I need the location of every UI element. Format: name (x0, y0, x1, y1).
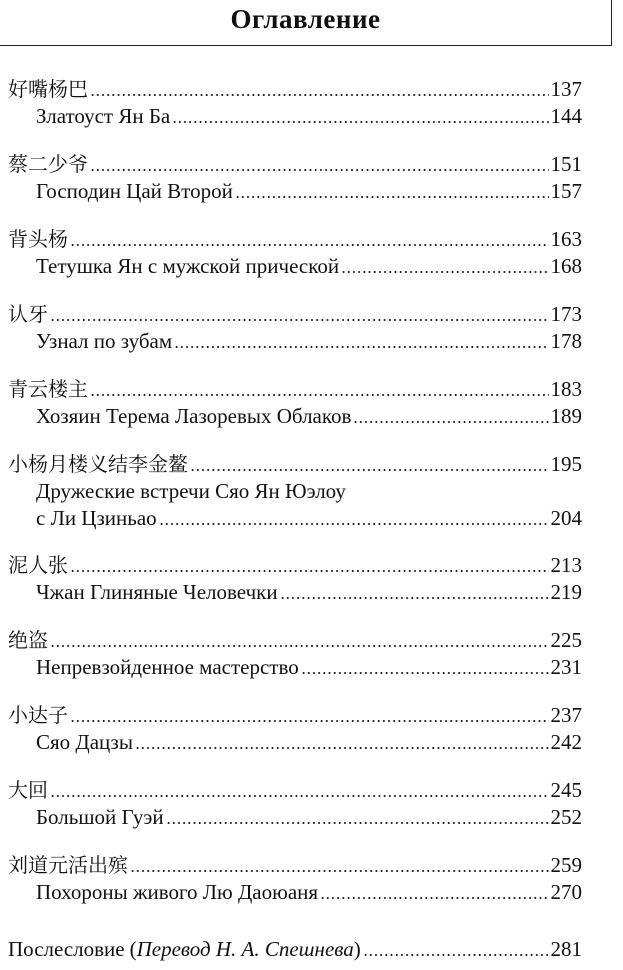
toc-entry-afterword[interactable] (8, 936, 582, 962)
toc-page-number: 225 (550, 628, 582, 652)
toc-page-number: 137 (550, 77, 582, 101)
toc-entry-title: 认牙 (8, 302, 48, 326)
dot-leader (90, 394, 549, 396)
toc-entry-russian[interactable] (36, 579, 582, 605)
toc-entry-title: 蔡二少爷 (8, 152, 88, 176)
toc-entry-title: Господин Цай Второй (36, 179, 233, 203)
toc-page-number: 245 (550, 778, 582, 802)
toc-entry-russian[interactable] (36, 654, 582, 680)
toc-entry-chinese[interactable] (8, 777, 582, 803)
toc-page-number: 144 (550, 104, 582, 128)
dot-leader (130, 870, 549, 872)
toc-entry-chinese[interactable] (8, 301, 582, 327)
toc-page-number: 195 (550, 452, 582, 476)
dot-leader (70, 244, 549, 246)
toc-entry-title: 小达子 (8, 703, 68, 727)
afterword-close-paren: ) (353, 937, 361, 961)
toc-page-number: 157 (550, 179, 582, 203)
toc-entry-russian[interactable] (36, 804, 582, 830)
toc-entry-title: с Ли Цзиньао (36, 506, 157, 530)
toc-entry-russian-line[interactable]: Дружеские встречи Сяо Ян Юэлоу (36, 479, 346, 503)
afterword-open-paren: ( (129, 937, 137, 961)
dot-leader (174, 346, 548, 348)
dot-leader (172, 121, 548, 123)
toc-page-number: 213 (550, 553, 582, 577)
afterword-label: Послесловие (8, 937, 125, 961)
dot-leader (70, 720, 549, 722)
toc-page-number: 281 (550, 937, 582, 961)
dot-leader (166, 822, 549, 824)
toc-page-number: 173 (550, 302, 582, 326)
toc-entry-title: Тетушка Ян с мужской прической (36, 254, 340, 278)
toc-entry-title: 青云楼主 (8, 377, 88, 401)
dot-leader (70, 570, 549, 572)
toc-page-number: 178 (550, 329, 582, 353)
dot-leader (159, 523, 549, 525)
afterword-translator-note: Перевод Н. А. Спешнева (136, 937, 354, 961)
toc-entry-chinese[interactable] (8, 552, 582, 578)
toc-page-number: 183 (550, 377, 582, 401)
toc-page-number: 231 (550, 655, 582, 679)
toc-entry-title: 小杨月楼义结李金鳌 (8, 452, 188, 476)
dot-leader (50, 645, 549, 647)
toc-entry-title: Сяо Дацзы (36, 730, 133, 754)
toc-entry-russian[interactable] (36, 178, 582, 204)
toc-entry-title: 大回 (8, 778, 48, 802)
toc-entry-chinese[interactable] (8, 852, 582, 878)
toc-entry-title: 刘道元活出殡 (8, 853, 128, 877)
dot-leader (135, 747, 549, 749)
toc-entry-title: 好嘴杨巴 (8, 77, 88, 101)
toc-entry-russian[interactable] (36, 505, 582, 531)
toc-entry-chinese[interactable] (8, 376, 582, 402)
dot-leader (280, 597, 549, 599)
toc-page-number: 219 (550, 580, 582, 604)
dot-leader (301, 672, 549, 674)
toc-entry-russian[interactable] (36, 328, 582, 354)
dot-leader (353, 421, 548, 423)
toc-entry-russian[interactable] (36, 879, 582, 905)
toc-entry-russian[interactable] (36, 403, 582, 429)
toc-page-number: 151 (550, 152, 582, 176)
dot-leader (90, 169, 549, 171)
toc-page-number: 204 (550, 506, 582, 530)
dot-leader (190, 469, 549, 471)
toc-page-number: 242 (550, 730, 582, 754)
dot-leader (363, 954, 549, 956)
toc-entry-title: Большой Гуэй (36, 805, 164, 829)
toc-entry-title: 绝盗 (8, 628, 48, 652)
dot-leader (50, 795, 549, 797)
toc-entry-title: Похороны живого Лю Даоюаня (36, 880, 319, 904)
toc-entry-chinese[interactable] (8, 151, 582, 177)
toc-entry-title: Хозяин Терема Лазоревых Облаков (36, 404, 352, 428)
toc-entry-chinese[interactable] (8, 702, 582, 728)
toc-entry-chinese[interactable] (8, 627, 582, 653)
toc-entry-russian[interactable] (36, 729, 582, 755)
toc-entry-title: Чжан Глиняные Человечки (36, 580, 278, 604)
toc-page-number: 252 (550, 805, 582, 829)
toc-page-number: 189 (550, 404, 582, 428)
toc-entry-title: 背头杨 (8, 227, 68, 251)
toc-entry-russian[interactable] (36, 253, 582, 279)
toc-entry-chinese[interactable] (8, 226, 582, 252)
toc-page-number: 237 (550, 703, 582, 727)
dot-leader (320, 897, 548, 899)
toc-page-number: 259 (550, 853, 582, 877)
page-title: Оглавление (230, 4, 381, 34)
dot-leader (235, 196, 549, 198)
toc-entry-russian[interactable] (36, 103, 582, 129)
toc-entry-title: Непревзойденное мастерство (36, 655, 299, 679)
toc-page-number: 163 (550, 227, 582, 251)
dot-leader (50, 319, 549, 321)
toc-entry-title: Узнал по зубам (36, 329, 173, 353)
toc-entry-chinese[interactable] (8, 451, 582, 477)
dot-leader (341, 271, 548, 273)
toc-entry-title: Златоуст Ян Ба (36, 104, 171, 128)
toc-entry-title: 泥人张 (8, 553, 68, 577)
toc-page-number: 168 (550, 254, 582, 278)
toc-entry-chinese[interactable] (8, 76, 582, 102)
toc-page-number: 270 (550, 880, 582, 904)
dot-leader (90, 94, 549, 96)
